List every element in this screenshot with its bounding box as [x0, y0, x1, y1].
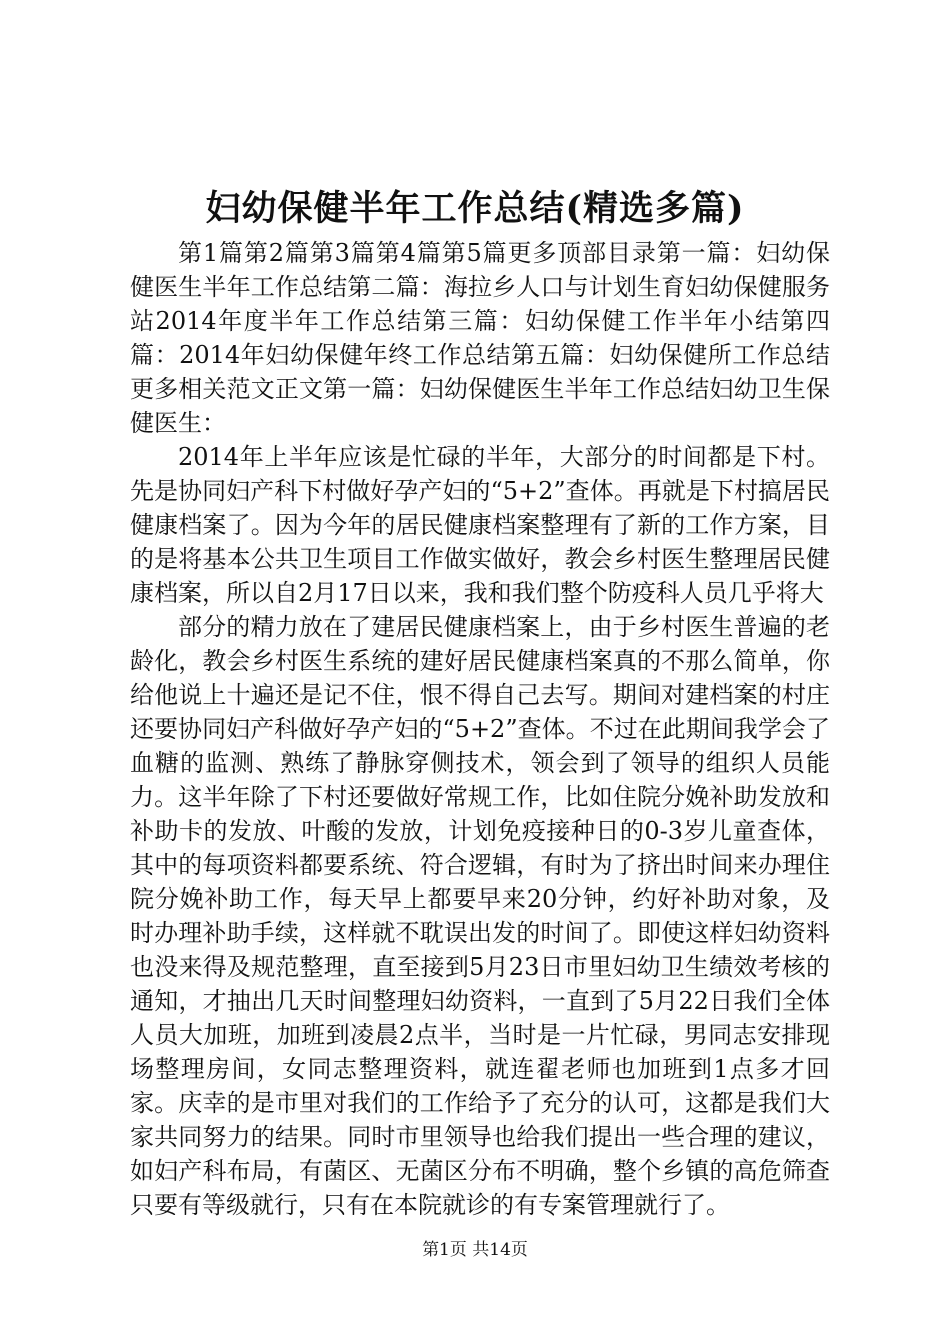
- document-body: [130, 236, 830, 1222]
- paragraph-first-half-summary: 2014年上半年应该是忙碌的半年，大部分的时间都是下村。先是协同妇产科下村做好孕产妇的“5+2”查体。再就是下村搞居民健康档案了。因为今年的居民健康档案整理有了新的工作方案，目的是将基本公共卫生项目工作做实做好，教会乡村医生整理居民健康档案，所以自2月17日以来，我和我们整个防疫科人员几乎将大: [130, 443, 830, 607]
- document-title: 妇幼保健半年工作总结(精选多篇): [205, 188, 745, 229]
- page-number-footer: 第1页 共14页: [422, 1240, 528, 1260]
- paragraph-work-details: 部分的精力放在了建居民健康档案上，由于乡村医生普遍的老龄化，教会乡村医生系统的建好居民健康档案真的不那么简单，你给他说上十遍还是记不住，恨不得自己去写。期间对建档案的村庄还要协同妇产科做好孕产妇的“5+2”查体。不过在此期间我学会了血糖的监测、熟练了静脉穿侧技术，领会到了领导的组织人员能力。这半年除了下村还要做好常规工作，比如住院分娩补助发放和补助卡的发放、叶酸的发放，计划免疫接种日的0-3岁儿童查体，其中的每项资料都要系统、符合逻辑，有时为了挤出时间来办理住院分娩补助工作，每天早上都要早来20分钟，约好补助对象，及时办理补助手续，这样就不耽误出发的时间了。即使这样妇幼资料也没来得及规范整理，直至接到5月23日市里妇幼卫生绩效考核的通知，才抽出几天时间整理妇幼资料，一直到了5月22日我们全体人员大加班，加班到凌晨2点半，当时是一片忙碌，男同志安排现场整理房间，女同志整理资料，就连翟老师也加班到1点多才回家。庆幸的是市里对我们的工作给予了充分的认可，这都是我们大家共同努力的结果。同时市里领导也给我们提出一些合理的建议，如妇产科布局，有菌区、无菌区分布不明确，整个乡镇的高危筛查只要有等级就行，只有在本院就诊的有专案管理就行了。: [130, 613, 830, 1219]
- paragraph-table-of-contents: 第1篇第2篇第3篇第4篇第5篇更多顶部目录第一篇：妇幼保健医生半年工作总结第二篇：海拉乡人口与计划生育妇幼保健服务站2014年度半年工作总结第三篇：妇幼保健工作半年小结第四篇：2014年妇幼保健年终工作总结第五篇：妇幼保健所工作总结更多相关范文正文第一篇：妇幼保健医生半年工作总结妇幼卫生保健医生：: [130, 239, 830, 437]
